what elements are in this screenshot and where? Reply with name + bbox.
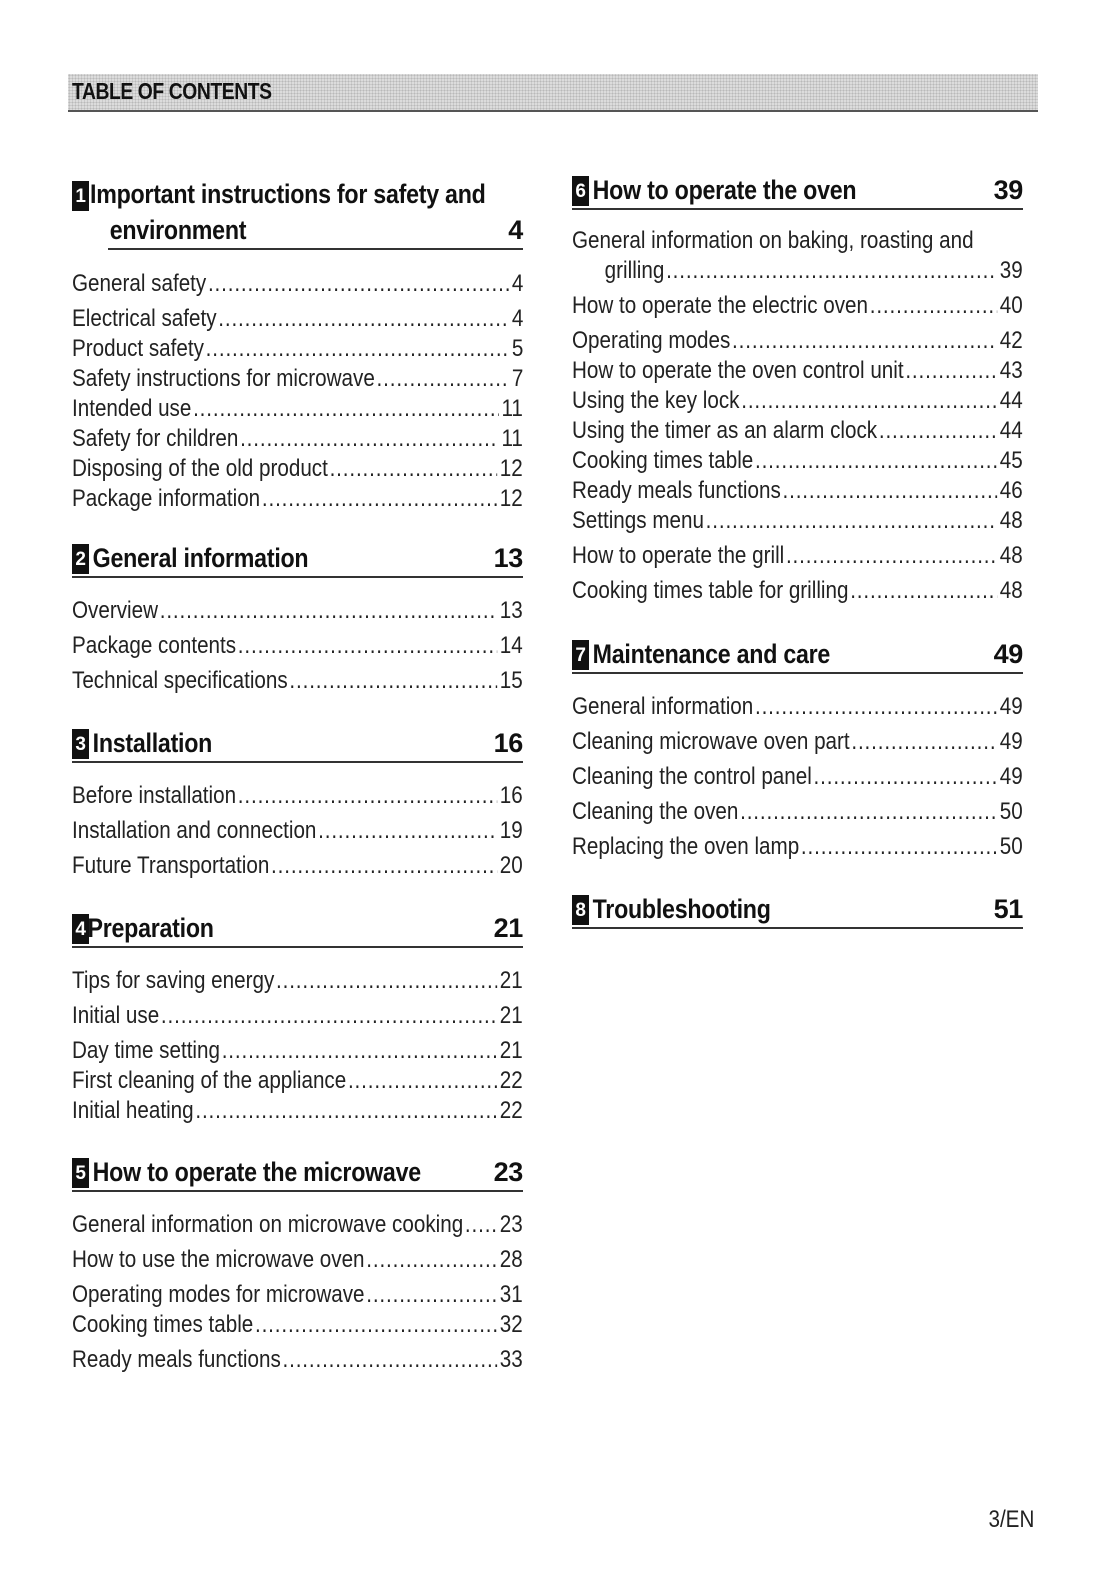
toc-entry[interactable]: Operating modes for microwave ..... 31 [72, 1280, 523, 1310]
toc-entry-page: 14 [497, 631, 523, 661]
toc-entry[interactable]: Ready meals functions ..... 33 [72, 1345, 523, 1375]
toc-entry[interactable]: How to operate the grill ..... 48 [572, 541, 1023, 571]
toc-entry-label-line2: grilling [604, 257, 665, 284]
toc-entry[interactable]: General information ..... 49 [572, 692, 1023, 722]
section-3 [72, 725, 523, 881]
section-7-page: 49 [993, 639, 1023, 669]
toc-entry-page: 50 [997, 832, 1023, 862]
toc-entry[interactable]: General safety ..... 4 [72, 269, 523, 299]
section-5-number: 5 [72, 1158, 89, 1188]
toc-entry[interactable]: Initial heating ..... 22 [72, 1096, 523, 1126]
toc-entry-page: 49 [997, 727, 1023, 757]
toc-entry[interactable]: Using the key lock ..... 44 [572, 386, 1023, 416]
section-2-heading [72, 540, 523, 578]
section-6-heading [572, 172, 1023, 210]
toc-entry[interactable]: Using the timer as an alarm clock ..... 44 [572, 416, 1023, 446]
toc-entry[interactable]: How to operate the oven control unit ..... 43 [572, 356, 1023, 386]
section-5-title: How to operate the microwave [92, 1157, 421, 1187]
toc-entry[interactable]: Electrical safety ..... 4 [72, 304, 523, 334]
section-8-heading [572, 891, 1023, 929]
section-1-number: 1 [72, 181, 89, 211]
toc-entry-page: 21 [497, 1001, 523, 1031]
toc-entry-page: 50 [997, 797, 1023, 827]
toc-entry-page: 48 [997, 541, 1023, 571]
toc-entry[interactable]: General information on microwave cooking ..... 23 [72, 1210, 523, 1240]
toc-entry[interactable]: Cleaning the control panel ..... 49 [572, 762, 1023, 792]
toc-entry[interactable]: First cleaning of the appliance ..... 22 [72, 1066, 523, 1096]
section-7-heading [572, 636, 1023, 674]
toc-entry-page: 33 [497, 1345, 523, 1375]
toc-entry[interactable]: Cooking times table ..... 32 [72, 1310, 523, 1340]
toc-entry-page: 32 [497, 1310, 523, 1340]
toc-entry[interactable]: Package contents ..... 14 [72, 631, 523, 661]
section-8 [572, 891, 1023, 929]
toc-entry[interactable] [572, 226, 1023, 286]
toc-entry[interactable]: Intended use ..... 11 [72, 394, 523, 424]
toc-entry-page: 22 [497, 1066, 523, 1096]
toc-entry[interactable]: Product safety ..... 5 [72, 334, 523, 364]
toc-entry-page: 40 [997, 291, 1023, 321]
section-6-number: 6 [572, 176, 589, 206]
section-6-page: 39 [993, 175, 1023, 205]
section-2-title: General information [92, 543, 309, 573]
toc-entry-page: 7 [509, 364, 523, 394]
toc-entry[interactable]: Package information ..... 12 [72, 484, 523, 514]
section-3-number: 3 [72, 729, 89, 759]
section-3-title: Installation [92, 728, 213, 758]
toc-entry-page: 21 [497, 966, 523, 996]
section-4-page: 21 [493, 913, 523, 943]
toc-entry-page: 21 [497, 1036, 523, 1066]
page-number: 3/EN [988, 1506, 1034, 1533]
section-4 [72, 910, 523, 1126]
toc-entry[interactable]: Overview ..... 13 [72, 596, 523, 626]
section-1-page: 4 [508, 215, 523, 245]
section-1 [72, 176, 523, 514]
toc-entry-page: 20 [497, 851, 523, 881]
section-8-number: 8 [572, 895, 589, 925]
toc-entry-page: 44 [997, 386, 1023, 416]
toc-entry[interactable]: Cleaning microwave oven part ..... 49 [572, 727, 1023, 757]
toc-entry-page: 48 [997, 506, 1023, 536]
page-title: TABLE OF CONTENTS [72, 78, 272, 104]
section-1-title-line2: environment [109, 215, 247, 245]
toc-entry[interactable]: How to operate the electric oven ..... 40 [572, 291, 1023, 321]
toc-entry-page: 43 [997, 356, 1023, 386]
toc-entry[interactable]: Safety for children ..... 11 [72, 424, 523, 454]
toc-entry-page: 4 [509, 304, 523, 334]
section-5-page: 23 [493, 1157, 523, 1187]
section-4-number: 4 [72, 914, 89, 944]
section-2 [72, 540, 523, 696]
toc-entry-page: 23 [497, 1210, 523, 1240]
header-bar [68, 74, 1038, 112]
section-5 [72, 1154, 523, 1375]
toc-entry-page: 22 [497, 1096, 523, 1126]
toc-entry-page: 28 [497, 1245, 523, 1275]
section-7 [572, 636, 1023, 862]
toc-entry-page: 4 [509, 269, 523, 299]
toc-entry-page: 39 [997, 256, 1023, 286]
toc-entry-label-line1: General information on baking, roasting and [572, 227, 974, 254]
toc-entry-page: 45 [997, 446, 1023, 476]
section-8-title: Troubleshooting [592, 894, 771, 924]
section-6 [572, 172, 1023, 606]
toc-entry-page: 15 [497, 666, 523, 696]
toc-entry-page: 16 [497, 781, 523, 811]
toc-entry-page: 48 [997, 576, 1023, 606]
toc-entry-page: 44 [997, 416, 1023, 446]
toc-entry[interactable]: Ready meals functions ..... 46 [572, 476, 1023, 506]
toc-entry[interactable]: Tips for saving energy ..... 21 [72, 966, 523, 996]
toc-entry-page: 12 [497, 484, 523, 514]
toc-entry[interactable]: Cooking times table for grilling ..... 48 [572, 576, 1023, 606]
toc-entry[interactable]: Cooking times table ..... 45 [572, 446, 1023, 476]
toc-entry[interactable]: Replacing the oven lamp ..... 50 [572, 832, 1023, 862]
toc-entry[interactable]: Future Transportation ..... 20 [72, 851, 523, 881]
toc-entry[interactable]: How to use the microwave oven ..... 28 [72, 1245, 523, 1275]
toc-entry[interactable]: Installation and connection ..... 19 [72, 816, 523, 846]
toc-entry-page: 46 [997, 476, 1023, 506]
toc-entry-page: 31 [497, 1280, 523, 1310]
section-7-number: 7 [572, 640, 589, 670]
section-3-heading [72, 725, 523, 763]
toc-entry[interactable]: Initial use ..... 21 [72, 1001, 523, 1031]
toc-entry[interactable]: Day time setting ..... 21 [72, 1036, 523, 1066]
section-1-title-line1: Important instructions for safety and [90, 179, 486, 209]
section-6-title: How to operate the oven [592, 175, 857, 205]
section-1-heading-line2 [108, 212, 523, 250]
section-8-page: 51 [993, 894, 1023, 924]
toc-entry-page: 11 [499, 394, 523, 424]
toc-entry-page: 19 [497, 816, 523, 846]
toc-entry-page: 49 [997, 692, 1023, 722]
section-1-heading [72, 176, 523, 212]
toc-entry[interactable]: Cleaning the oven ..... 50 [572, 797, 1023, 827]
section-4-title: Preparation [87, 913, 214, 943]
section-4-heading [72, 910, 523, 948]
toc-entry[interactable]: Before installation ..... 16 [72, 781, 523, 811]
toc-entry[interactable]: Technical specifications ..... 15 [72, 666, 523, 696]
toc-entry-page: 42 [997, 326, 1023, 356]
section-7-title: Maintenance and care [592, 639, 831, 669]
section-3-page: 16 [493, 728, 523, 758]
toc-entry-page: 5 [509, 334, 523, 364]
section-5-heading [72, 1154, 523, 1192]
toc-entry-page: 49 [997, 762, 1023, 792]
toc-entry[interactable]: Settings menu ..... 48 [572, 506, 1023, 536]
toc-entry[interactable]: Disposing of the old product ..... 12 [72, 454, 523, 484]
toc-entry-page: 13 [497, 596, 523, 626]
toc-entry-page: 11 [499, 424, 523, 454]
toc-entry-page: 12 [497, 454, 523, 484]
toc-entry[interactable]: Safety instructions for microwave ..... 7 [72, 364, 523, 394]
toc-entry[interactable]: Operating modes ..... 42 [572, 326, 1023, 356]
section-2-page: 13 [493, 543, 523, 573]
section-2-number: 2 [72, 544, 89, 574]
